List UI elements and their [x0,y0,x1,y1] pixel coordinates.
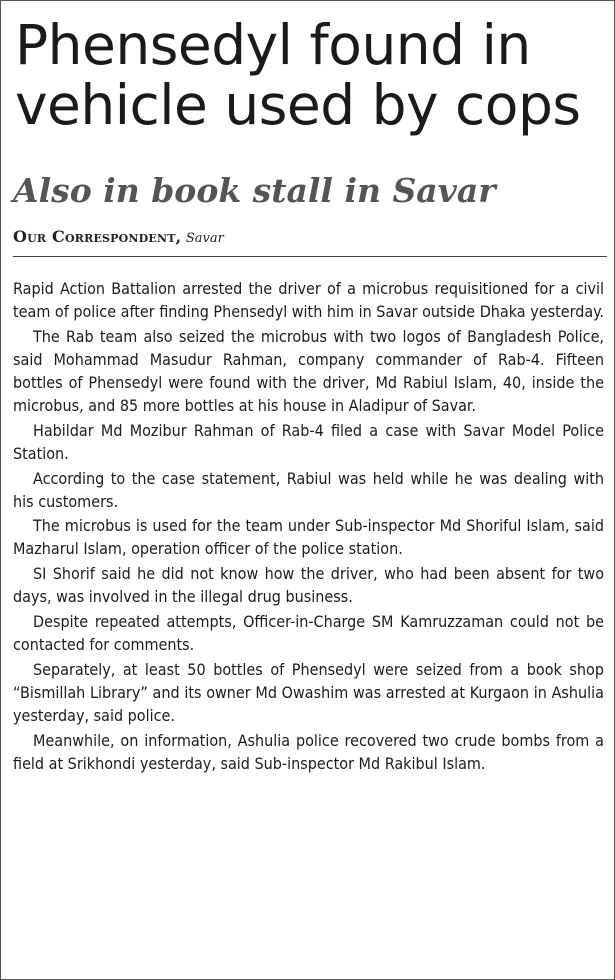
byline-author: Our Correspondent, [13,227,182,246]
subheadline: Also in book stall in Savar [13,171,496,210]
paragraph: According to the case statement, Rabiul was held while he was dealing with his customers. [13,468,604,511]
paragraph: Meanwhile, on information, Ashulia police recovered two crude bombs from a field at Srikhondi yesterday, said Sub-inspector Md Rakibul Islam. [13,730,604,773]
headline: Phensedyl found in vehicle used by cops [15,13,581,137]
article-body [13,277,604,776]
byline-location: Savar [185,231,224,246]
paragraph: The microbus is used for the team under Sub-inspector Md Shoriful Islam, said Mazharul Islam, operation officer of the police station. [13,516,604,559]
paragraph: Habildar Md Mozibur Rahman of Rab-4 filed a case with Savar Model Police Station. [13,420,604,463]
paragraph: SI Shorif said he did not know how the driver, who had been absent for two days, was involved in the illegal drug business. [13,564,604,607]
paragraph: Despite repeated attempts, Officer-in-Charge SM Kamruzzaman could not be contacted for comments. [13,611,604,654]
divider-rule [13,256,607,257]
paragraph: The Rab team also seized the microbus with two logos of Bangladesh Police, said Mohammad Masudur Rahman, company commander of Rab-4. Fifteen bottles of Phensedyl were found with the driver, Md Rabiul Islam, 40, inside the microbus, and 85 more bottles at his house in Aladipur of Savar. [13,326,604,416]
byline [13,227,613,249]
paragraph: Separately, at least 50 bottles of Phensedyl were seized from a book shop “Bismillah Library” and its owner Md Owashim was arrested at Kurgaon in Ashulia yesterday, said police. [13,659,604,725]
paragraph: Rapid Action Battalion arrested the driver of a microbus requisitioned for a civil team of police after finding Phensedyl with him in Savar outside Dhaka yesterday. [13,279,604,322]
